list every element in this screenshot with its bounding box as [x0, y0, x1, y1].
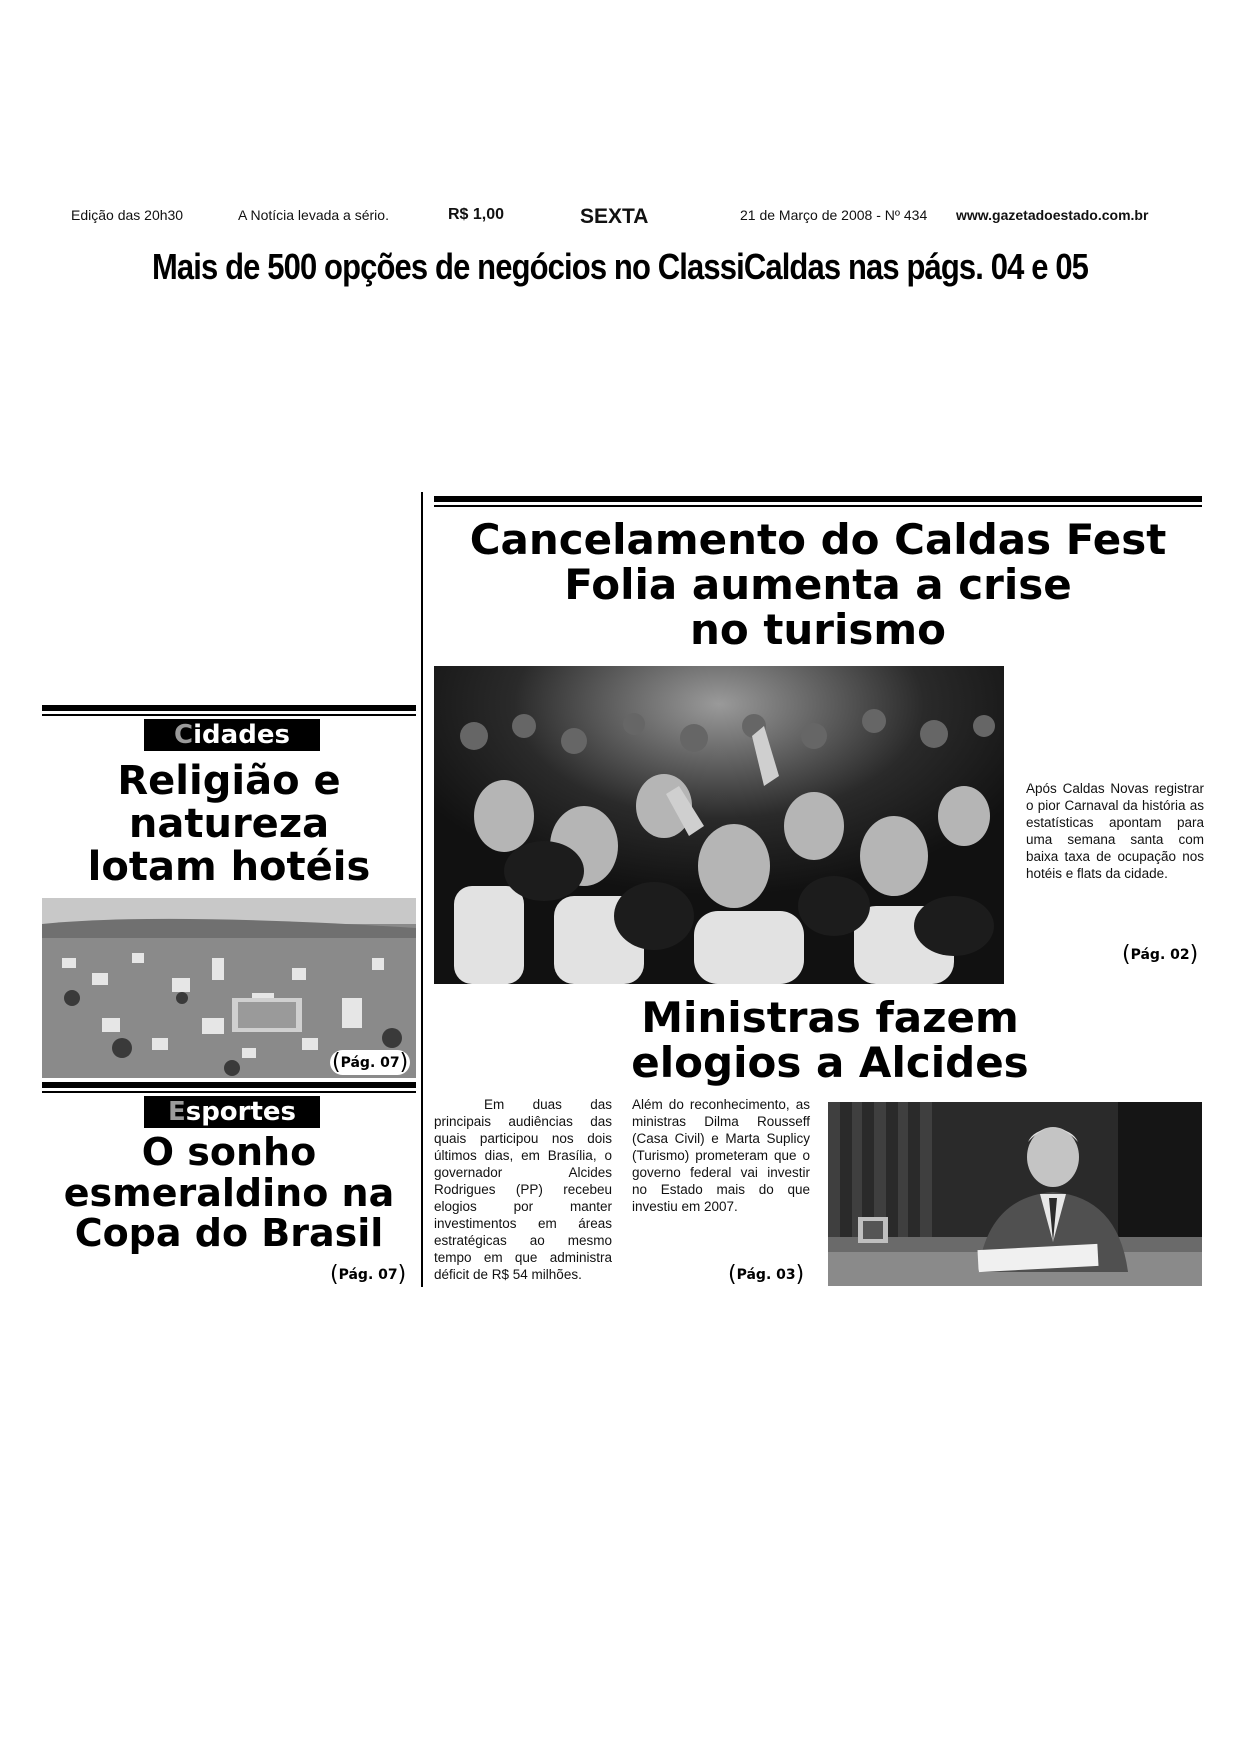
price: R$ 1,00 — [448, 206, 505, 223]
esportes-page-ref[interactable]: (Pág. 07) — [330, 1262, 407, 1287]
cidades-headline: Religião e natureza lotam hotéis — [87, 758, 371, 890]
esportes-top-rule — [42, 1082, 416, 1088]
ministras-body-col1: Em duas das principais audiências das quais participou nos dois últimos dias, em Brasília, o governador Alcides Rodrigues (PP) recebeu elogios por manter investimentos em áreas estratégicas ao mesmo tempo em que administra déficit de R$ 54 milhões. — [434, 1097, 612, 1282]
cidades-top-rule — [42, 705, 416, 711]
website: www.gazetadoestado.com.br — [956, 207, 1149, 223]
main-story-body: Após Caldas Novas registrar o pior Carnaval da história as estatísticas apontam para uma semana santa com baixa taxa de ocupação nos hotéis e flats da cidade. — [1026, 781, 1204, 881]
section-tag-esportes[interactable]: Esportes — [144, 1096, 320, 1128]
column-divider — [421, 492, 423, 1287]
section-tag-cidades[interactable]: Cidades — [144, 719, 320, 751]
classicaldas-banner: Mais de 500 opções de negócios no ClassiCaldas nas págs. 04 e 05 — [151, 246, 1089, 287]
governor-photo — [828, 1102, 1202, 1286]
weekday: SEXTA — [580, 205, 649, 228]
cidades-page-ref[interactable]: (Pág. 07) — [332, 1050, 409, 1075]
edition-label: Edição das 20h30 — [71, 207, 184, 223]
esportes-headline: O sonho esmeraldino na Copa do Brasil — [63, 1130, 395, 1256]
cidades-top-rule-thin — [42, 714, 416, 716]
main-page-ref[interactable]: (Pág. 02) — [1122, 942, 1199, 967]
main-top-rule-thin — [434, 505, 1202, 507]
motto: A Notícia levada a sério. — [238, 207, 389, 223]
main-headline: Cancelamento do Caldas Fest Folia aumenta a crise no turismo — [469, 515, 1167, 654]
ministras-body-col2: Além do reconhecimento, as ministras Dilma Rousseff (Casa Civil) e Marta Suplicy (Turismo) prometeram que o governo federal vai investir no Estado mais do que investiu em 2007. — [632, 1097, 810, 1214]
carnival-crowd-photo — [434, 666, 1004, 984]
date-issue: 21 de Março de 2008 - Nº 434 — [740, 207, 928, 223]
main-top-rule — [434, 496, 1202, 502]
ministras-headline: Ministras fazem elogios a Alcides — [631, 993, 1029, 1087]
esportes-top-rule-thin — [42, 1091, 416, 1093]
ministras-page-ref[interactable]: (Pág. 03) — [728, 1262, 805, 1287]
